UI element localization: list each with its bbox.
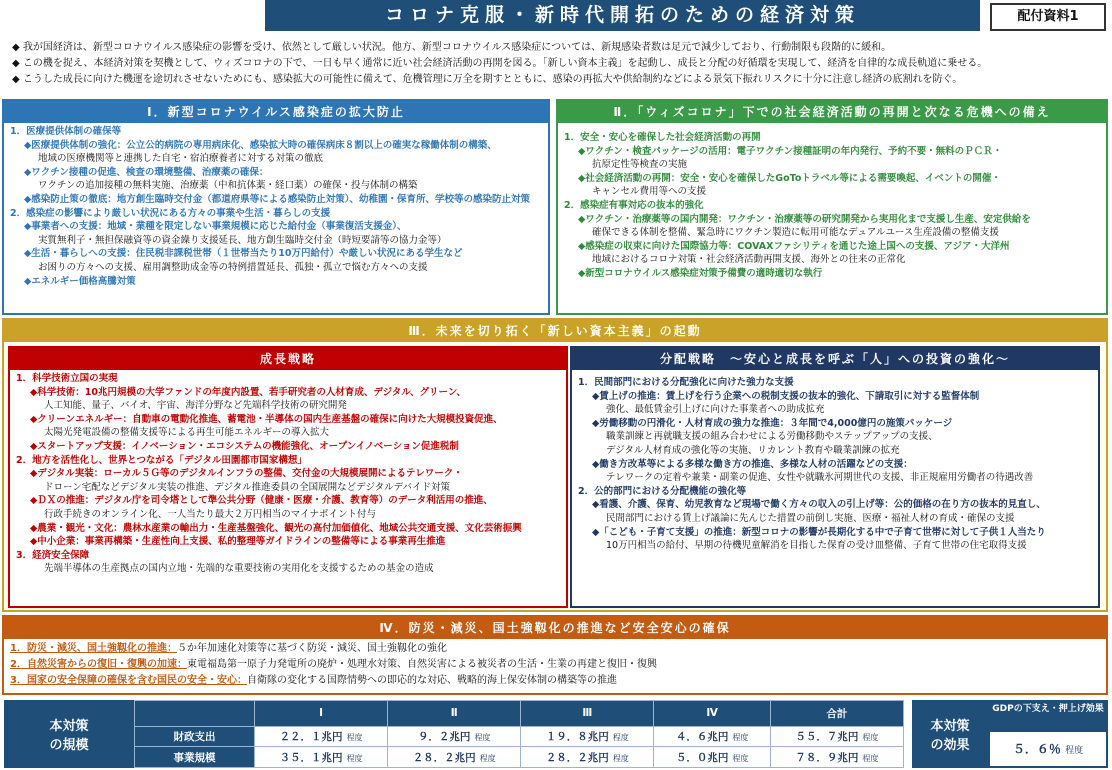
cell-unit: 程度: [732, 753, 749, 763]
section-4-content: [4, 639, 1106, 691]
section-1-content: [4, 123, 548, 290]
cell-value: ９．２兆円: [417, 731, 471, 744]
cell-value: ５．０兆円: [675, 751, 729, 764]
section-heading: 2．公的部門における分配機能の強化等: [578, 485, 747, 497]
bullet-line: ◆医療提供体制の強化：公立公的病院の専用病床化、感染拡大時の確保病床８割以上の確実な稼働体制の構築、: [24, 139, 497, 151]
bullet-line: ◆ワクチン接種の促進、検査の環境整備、治療薬の確保：: [24, 166, 269, 178]
bullet-line: ◆感染防止策の徹底：地方創生臨時交付金（都道府県等による感染防止対策）、幼稚園・保育所、学校等の感染防止対策: [24, 193, 531, 205]
table-cell: [388, 747, 521, 768]
cell-unit: 程度: [479, 753, 496, 763]
section-2-panel: [556, 99, 1108, 315]
section-heading: 3．経済安全保障: [16, 549, 90, 561]
bullet-line: ◆賃上げの推進：賃上げを行う企業への税制支援の抜本的強化、下請取引に対する監督体制: [592, 390, 980, 402]
measure-heading: 2．自然災害からの復旧・復興の加速：: [10, 659, 187, 670]
growth-strategy-panel: [8, 346, 568, 608]
section-heading: 1．科学技術立国の実現: [16, 373, 118, 384]
bullet-line: ◆ＤＸの推進：デジタル庁を司令塔として準公共分野（健康・医療・介護、教育等）のデータ利活用の推進、: [30, 495, 493, 507]
cell-value: ２８．２兆円: [412, 751, 476, 764]
cell-unit: 程度: [862, 733, 879, 743]
section-4-header: Ⅳ．防災・減災、国土強靱化の推進など安全安心の確保: [4, 617, 1106, 639]
effect-header: GDPの下支え・押上げ効果: [992, 704, 1104, 714]
table-cell: [770, 747, 903, 768]
row-label: 事業規模: [135, 747, 255, 768]
effect-value-number: ５．６％: [1012, 742, 1061, 756]
effect-value: [990, 732, 1106, 766]
cell-value: ５５．７兆円: [795, 731, 859, 744]
scale-label: 本対策 の規模: [49, 719, 89, 753]
table-header: Ⅰ: [255, 701, 388, 727]
section-4-panel: [2, 615, 1108, 695]
bullet-line: ◆労働移動の円滑化・人材育成の強力な推進：３年間で4,000億円の施策パッケージ: [592, 417, 953, 429]
measure-line: [10, 673, 1100, 689]
bullet-line: ◆農業・観光・文化：農林水産業の輸出力・生産基盤強化、観光の高付加価値化、地域公共交通支援、文化芸術振興: [30, 522, 522, 534]
table-cell: [388, 726, 521, 747]
bullet-line: 抗原定性等検査の実施: [592, 159, 688, 171]
intro-line: ◆ この機を捉え、本経済対策を契機として、ウィズコロナの下で、一日も早く通常に近い社会経済活動の再開を図る。「新しい資本主義」を起動し、成長と分配の好循環を実現して、経済を自律的な成長軌道に乗せる。: [12, 58, 988, 69]
bullet-line: ワクチンの追加接種の無料実施、治療薬（中和抗体薬・経口薬）の確保・投与体制の構築: [38, 180, 418, 192]
bullet-line: 地域の医療機関等と連携した自宅・宿泊療養者に対する対策の徹底: [38, 153, 324, 165]
effect-block: [912, 700, 1108, 768]
row-label: 財政支出: [135, 726, 255, 747]
measure-text: 東電福島第一原子力発電所の廃炉・処理水対策、自然災害による被災者の生活・生業の再建と復旧・復興: [186, 659, 657, 670]
bullet-line: ◆クリーンエネルギー：自動車の電動化推進、蓄電池・半導体の国内生産基盤の確保に向けた大規模投資促進、: [30, 413, 503, 425]
section-2-content: [558, 123, 1106, 283]
table-header: Ⅳ: [654, 701, 770, 727]
bullet-line: ◆生活・暮らしへの支援：住民税非課税世帯（１世帯当たり10万円給付）や厳しい状況にある学生など: [24, 248, 463, 260]
cell-unit: 程度: [346, 733, 363, 743]
table-cell: [255, 726, 388, 747]
bullet-line: ◆「こども・子育て支援」の推進：新型コロナの影響が長期化する中で子育て世帯に対して子供１人当たり: [592, 526, 1046, 538]
cell-value: ３５．１兆円: [279, 751, 343, 764]
measure-text: 自衛隊の変化する国際情勢への即応的な対応、戦略的海上保安体制の構築等の推進: [246, 675, 617, 686]
section-heading: 2．感染症の影響により厳しい状況にある方々の事業や生活・暮らしの支援: [10, 207, 331, 219]
bullet-line: 職業訓練と再就職支援の組み合わせによる労働移動やステップアップの支援、: [606, 431, 938, 443]
bullet-line: ◆新型コロナウイルス感染症対策予備費の適時適切な執行: [578, 267, 823, 279]
cell-unit: 程度: [612, 733, 629, 743]
bullet-line: ドローン宅配などデジタル実装の推進、デジタル推進委員の全国展開などデジタルデバイド対策: [44, 481, 451, 493]
handout-label: 配付資料1: [990, 3, 1106, 31]
table-header: 合計: [770, 701, 903, 727]
section-3-header: Ⅲ．未来を切り拓く「新しい資本主義」の起動: [4, 320, 1106, 342]
measure-heading: 3．国家の安全保障の確保を含む国民の安全・安心：: [10, 675, 247, 686]
bullet-line: ◆働き方改革等による多様な働き方の推進、多様な人材の活躍などの支援：: [592, 458, 913, 470]
intro-line: ◆ 我が国経済は、新型コロナウイルス感染症の影響を受け、依然として厳しい状況。他方、新型コロナウイルス感染症については、新規感染者数は足元で減少しており、行動制限も段階的に緩和。: [12, 42, 892, 53]
bullet-line: テレワークの定着や兼業・副業の促進、女性や就職氷河期世代の支援、非正規雇用労働者の待遇改善: [606, 472, 1034, 484]
cell-unit: 程度: [612, 753, 629, 763]
bullet-line: ◆デジタル実装：ローカル５Ｇ等のデジタルインフラの整備、交付金の大規模展開によるテレワーク・: [30, 468, 463, 480]
table-cell: [255, 747, 388, 768]
section-1-panel: [2, 99, 550, 315]
cell-unit: 程度: [474, 733, 491, 743]
bullet-line: ◆社会経済活動の再開：安全・安心を確保したGoToトラベル等による需要喚起、イベントの開催・: [578, 172, 1001, 184]
bullet-line: 地域におけるコロナ対策・社会経済活動再開支援、海外との往来の正常化: [592, 254, 906, 266]
bullet-line: ◆ワクチン・治療薬等の国内開発：ワクチン・治療薬等の研究開発から実用化まで支援し生産、安定供給を: [578, 213, 1031, 225]
cell-unit: 程度: [862, 753, 879, 763]
measure-text: ５か年加速化対策等に基づく防災・減災、国土強靱化の強化: [176, 643, 447, 654]
distribution-strategy-panel: [570, 346, 1100, 608]
bullet-line: 強化、最低賃金引上げに向けた事業者への助成拡充: [606, 404, 825, 416]
bullet-line: ◆事業者への支援：地域・業種を限定しない事業規模に応じた給付金（事業復活支援金）、: [24, 221, 407, 233]
table-cell: [521, 747, 654, 768]
bullet-line: 人工知能、量子、バイオ、宇宙、海洋分野など先端科学技術の研究開発: [44, 400, 347, 412]
section-heading: 1．医療提供体制の確保等: [10, 126, 122, 137]
bullet-line: デジタル人材育成の強化等の実施、リカレント教育や職業訓練の拡充: [606, 444, 900, 456]
measure-heading: 1．防災・減災、国土強靱化の推進：: [10, 643, 177, 654]
table-cell: [654, 726, 770, 747]
scale-table: [134, 700, 904, 768]
bullet-line: ◆エネルギー価格高騰対策: [24, 275, 136, 287]
bullet-line: 確保できる体制を整備、緊急時にワクチン製造に転用可能なデュアルユース生産設備の整備支援: [592, 227, 999, 239]
effect-value-unit: 程度: [1065, 746, 1084, 756]
intro-line: ◆ こうした成長に向けた機運を途切れさせないためにも、感染拡大の可能性に備えて、危機管理に万全を期すとともに、感染の再拡大や供給制約などによる景気下振れリスクに十分に注意し経済の底割れを防ぐ。: [12, 74, 963, 85]
bullet-line: ◆感染症の収束に向けた国際協力等：COVAXファシリティを通じた途上国への支援、アジア・大洋州: [578, 240, 1010, 252]
table-row: [135, 747, 904, 768]
bullet-line: 民間部門における賃上げ議論に先んじた措置の前倒し実施、医療・福祉人材の育成・確保の支援: [606, 512, 1015, 524]
cell-value: ７８．９兆円: [795, 751, 859, 764]
section-heading: 2．地方を活性化し、世界とつながる「デジタル田園都市国家構想」: [16, 454, 307, 466]
bullet-line: ◆中小企業：事業再構築・生産性向上支援、私的整理等ガイドラインの整備等による事業再生推進: [30, 536, 446, 548]
section-3-panel: [2, 318, 1108, 612]
table-header: Ⅲ: [521, 701, 654, 727]
bullet-line: 太陽光発電設備の整備支援等による再生可能エネルギーの導入拡大: [44, 427, 330, 439]
distribution-strategy-header: 分配戦略 ～安心と成長を呼ぶ「人」への投資の強化～: [572, 348, 1098, 370]
section-heading: 2．感染症有事対応の抜本的強化: [564, 199, 704, 211]
measure-line: [10, 641, 1100, 657]
bullet-line: ◆スタートアップ支援：イノベーション・エコシステムの機能強化、オープンイノベーション促進税制: [30, 440, 459, 452]
section-1-header: Ⅰ．新型コロナウイルス感染症の拡大防止: [4, 101, 548, 123]
cell-value: ２２．１兆円: [279, 731, 343, 744]
cell-value: １９．８兆円: [545, 731, 609, 744]
cell-value: ４．６兆円: [675, 731, 729, 744]
growth-strategy-content: [10, 370, 566, 578]
bullet-line: 実質無利子・無担保融資等の資金繰り支援延長、地方創生臨時交付金（時短要請等の協力金等）: [38, 234, 447, 246]
bullet-line: お困りの方々への支援、雇用調整助成金等の特例措置延長、孤独・孤立で悩む方々への支援: [38, 261, 428, 273]
table-row: [135, 726, 904, 747]
bullet-line: 10万円相当の給付、早期の待機児童解消を目指した保育の受け皿整備、子育て世帯の住宅取得支援: [606, 540, 1027, 552]
cell-unit: 程度: [732, 733, 749, 743]
bullet-line: ◆看護、介護、保育、幼児教育など現場で働く方々の収入の引上げ等：公的価格の在り方の抜本的見直し、: [592, 499, 1046, 511]
bullet-line: 先端半導体の生産拠点の国内立地・先端的な重要技術の実用化を支援するための基金の造成: [44, 563, 434, 575]
table-header-blank: [135, 701, 255, 727]
bullet-line: ◆科学技術：10兆円規模の大学ファンドの年度内設置、若手研究者の人材育成、デジタル、グリーン、: [30, 386, 467, 398]
bullet-line: キャンセル費用等への支援: [592, 186, 707, 198]
distribution-strategy-content: [572, 370, 1098, 555]
page-title: コロナ克服・新時代開拓のための経済対策: [265, 0, 980, 31]
table-cell: [521, 726, 654, 747]
table-cell: [770, 726, 903, 747]
section-2-header: Ⅱ．「ウィズコロナ」下での社会経済活動の再開と次なる危機への備え: [558, 101, 1106, 123]
table-header: Ⅱ: [388, 701, 521, 727]
section-heading: 1．安全・安心を確保した社会経済活動の再開: [564, 132, 761, 143]
growth-strategy-header: 成長戦略: [10, 348, 566, 370]
cell-unit: 程度: [346, 753, 363, 763]
table-cell: [654, 747, 770, 768]
effect-label: 本対策 の効果: [930, 719, 970, 753]
measure-line: [10, 657, 1100, 673]
section-heading: 1．民間部門における分配強化に向けた強力な支援: [578, 377, 794, 388]
cell-value: ２８．２兆円: [545, 751, 609, 764]
intro: [12, 40, 1107, 88]
bullet-line: ◆ワクチン・検査パッケージの活用：電子ワクチン接種証明の年内発行、予約不要・無料のＰＣＲ・: [578, 145, 1003, 157]
bullet-line: 行政手続きのオンライン化、一人当たり最大２万円相当のマイナポイント付与: [44, 508, 377, 520]
scale-block: [4, 700, 904, 768]
